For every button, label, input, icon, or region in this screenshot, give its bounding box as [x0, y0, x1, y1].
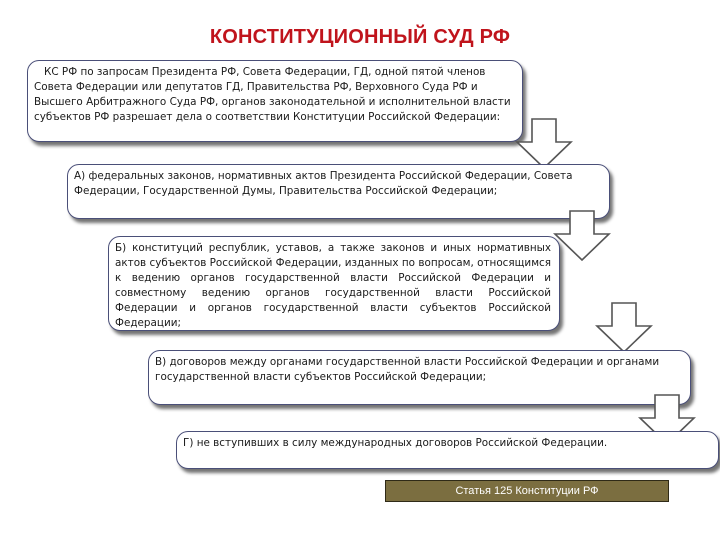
- down-arrow-icon: [553, 210, 611, 262]
- item-v-box: В) договоров между органами государственной власти Российской Федерации и органами государственной власти субъектов Российской Федерации;: [148, 350, 691, 405]
- source-caption: Статья 125 Конституции РФ: [385, 480, 669, 502]
- intro-box: КС РФ по запросам Президента РФ, Совета Федерации, ГД, одной пятой членов Совета Федерации или депутатов ГД, Правительства РФ, Верховного Суда РФ и Высшего Арбитражного Суда РФ, органов законодательной и исполнительной власти субъектов РФ разрешает дела о соответствии Конституции Российской Федерации:: [27, 60, 523, 142]
- page-title: КОНСТИТУЦИОННЫЙ СУД РФ: [209, 26, 511, 48]
- down-arrow-icon: [515, 118, 573, 170]
- item-a-box: А) федеральных законов, нормативных актов Президента Российской Федерации, Совета Федерации, Государственной Думы, Правительства Российской Федерации;: [67, 164, 610, 219]
- item-b-box: Б) конституций республик, уставов, а также законов и иных нормативных актов субъектов Российской Федерации, изданных по вопросам, относящимся к ведению органов государственной власти Российской Федерации и совместному ведению органов государственной власти Российской Федерации и органов государственной власти субъектов Российской Федерации;: [108, 236, 560, 331]
- down-arrow-icon: [595, 302, 653, 354]
- item-g-box: Г) не вступивших в силу международных договоров Российской Федерации.: [176, 431, 719, 469]
